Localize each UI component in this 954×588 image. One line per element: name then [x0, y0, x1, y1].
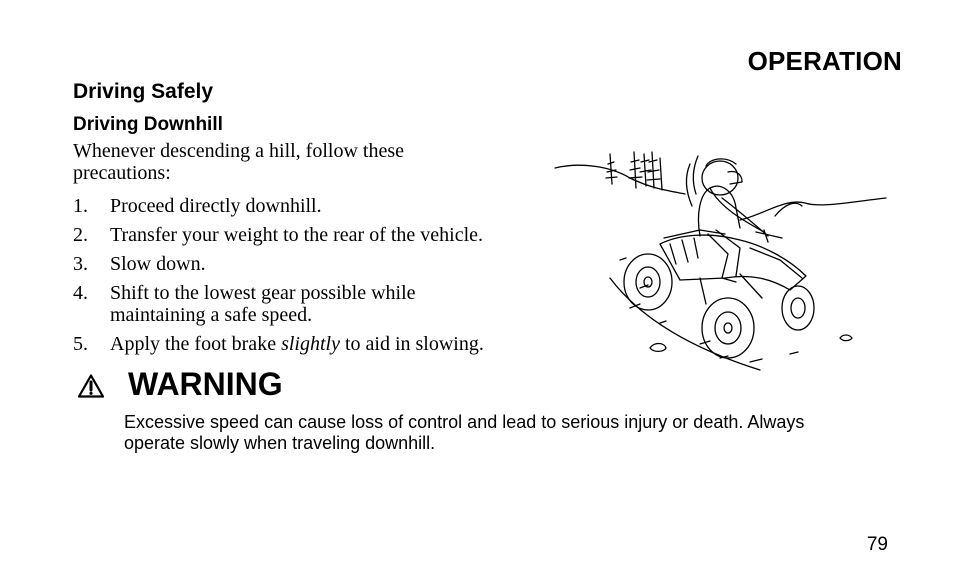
list-text	[110, 333, 484, 355]
list-text-emphasis: slightly	[281, 333, 340, 355]
list-item	[73, 253, 553, 275]
atv-rider-downhill-illustration	[550, 148, 890, 378]
section-header: OPERATION	[747, 46, 902, 76]
warning-text: Excessive speed can cause loss of control and lead to serious injury or death. Always operate slowly when traveling downhill.	[124, 412, 805, 453]
list-text: Slow down.	[110, 253, 206, 275]
subheading: Driving Downhill	[73, 114, 223, 135]
list-number: 5.	[73, 333, 88, 355]
list-item	[73, 282, 553, 326]
warning-triangle-icon	[78, 374, 104, 398]
list-item	[73, 224, 553, 246]
list-number: 4.	[73, 282, 88, 304]
page-heading: Driving Safely	[73, 80, 214, 103]
list-item	[73, 195, 553, 217]
list-text-after: to aid in slowing.	[339, 333, 484, 355]
list-number: 3.	[73, 253, 88, 275]
precaution-list	[73, 195, 553, 362]
list-text: Shift to the lowest gear possible while maintaining a safe speed.	[110, 282, 416, 326]
list-item	[73, 333, 553, 355]
list-text: Transfer your weight to the rear of the vehicle.	[110, 224, 484, 246]
page-number: 79	[866, 534, 888, 555]
list-text-before: Apply the foot brake	[110, 333, 282, 355]
warning-title: WARNING	[128, 366, 283, 402]
list-text: Proceed directly downhill.	[110, 195, 322, 217]
list-number: 2.	[73, 224, 88, 246]
list-number: 1.	[73, 195, 88, 217]
intro-paragraph: Whenever descending a hill, follow these precautions:	[73, 140, 404, 184]
